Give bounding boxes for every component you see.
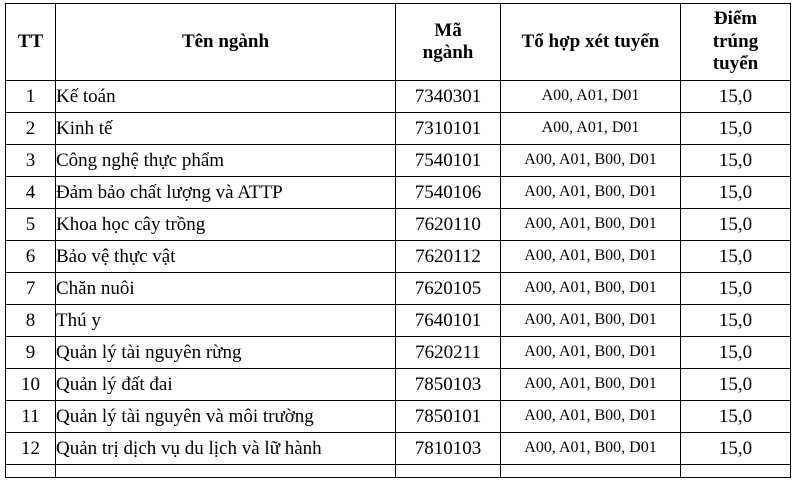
table-row (6, 113, 791, 145)
column-header-major-code-line1: Mã (434, 19, 462, 41)
cell-major-code (396, 465, 501, 478)
cell-combination: A00, A01, B00, D01 (501, 241, 681, 273)
cell-tt: 11 (6, 401, 56, 433)
cell-major-name: Kế toán (56, 81, 396, 113)
column-header-major-code (396, 4, 501, 81)
table-row (6, 209, 791, 241)
cell-major-name: Quản lý tài nguyên và môi trường (56, 401, 396, 433)
cell-score: 15,0 (681, 401, 791, 433)
cell-combination: A00, A01, B00, D01 (501, 145, 681, 177)
cell-combination: A00, A01, B00, D01 (501, 209, 681, 241)
cell-combination: A00, A01, B00, D01 (501, 305, 681, 337)
cell-major-code: 7620211 (396, 337, 501, 369)
cell-major-name (56, 465, 396, 478)
column-header-score-line2: trúng (712, 30, 759, 52)
table-row (6, 177, 791, 209)
cell-score: 15,0 (681, 337, 791, 369)
cell-tt: 5 (6, 209, 56, 241)
cell-major-name: Đảm bảo chất lượng và ATTP (56, 177, 396, 209)
table-row (6, 145, 791, 177)
table-row (6, 81, 791, 113)
cell-major-code: 7310101 (396, 113, 501, 145)
cell-major-name: Bảo vệ thực vật (56, 241, 396, 273)
cell-score: 15,0 (681, 81, 791, 113)
cell-score: 15,0 (681, 145, 791, 177)
document-page (0, 3, 795, 480)
cell-major-name: Khoa học cây trồng (56, 209, 396, 241)
column-header-score-line3: tuyển (712, 53, 759, 75)
table-row (6, 305, 791, 337)
cell-score: 15,0 (681, 113, 791, 145)
cell-score: 15,0 (681, 209, 791, 241)
cell-major-code: 7540101 (396, 145, 501, 177)
cell-score (681, 465, 791, 478)
cell-combination: A00, A01, B00, D01 (501, 337, 681, 369)
cell-major-name: Kinh tế (56, 113, 396, 145)
column-header-tt: TT (6, 4, 56, 81)
table-row (6, 241, 791, 273)
cell-major-name: Quản lý đất đai (56, 369, 396, 401)
cell-major-code: 7810103 (396, 433, 501, 465)
cell-tt: 4 (6, 177, 56, 209)
cell-tt: 7 (6, 273, 56, 305)
cell-score: 15,0 (681, 241, 791, 273)
table-row (6, 433, 791, 465)
cell-combination: A00, A01, B00, D01 (501, 433, 681, 465)
table-row (6, 337, 791, 369)
cell-combination: A00, A01, D01 (501, 81, 681, 113)
table-header (6, 4, 791, 81)
cell-combination (501, 465, 681, 478)
cell-score: 15,0 (681, 177, 791, 209)
cell-major-code: 7340301 (396, 81, 501, 113)
cell-major-code: 7850103 (396, 369, 501, 401)
cell-tt: 9 (6, 337, 56, 369)
table-row (6, 273, 791, 305)
cell-major-code: 7620112 (396, 241, 501, 273)
cell-tt: 12 (6, 433, 56, 465)
table-row (6, 369, 791, 401)
cell-major-code: 7850101 (396, 401, 501, 433)
cell-major-code: 7620105 (396, 273, 501, 305)
cell-major-code: 7620110 (396, 209, 501, 241)
column-header-combination: Tổ hợp xét tuyển (501, 4, 681, 81)
table-row (6, 401, 791, 433)
cell-combination: A00, A01, D01 (501, 113, 681, 145)
cell-combination: A00, A01, B00, D01 (501, 177, 681, 209)
column-header-score-line1: Điểm (713, 8, 758, 30)
cell-major-code: 7640101 (396, 305, 501, 337)
cell-combination: A00, A01, B00, D01 (501, 369, 681, 401)
cell-major-name: Công nghệ thực phẩm (56, 145, 396, 177)
table-row-clipped (6, 465, 791, 478)
column-header-major-code-line2: ngành (422, 42, 474, 63)
cell-combination: A00, A01, B00, D01 (501, 273, 681, 305)
table-body (6, 81, 791, 478)
cell-major-name: Quản lý tài nguyên rừng (56, 337, 396, 369)
admission-score-table (5, 3, 791, 478)
cell-tt: 10 (6, 369, 56, 401)
cell-major-code: 7540106 (396, 177, 501, 209)
column-header-score (681, 4, 791, 81)
cell-tt: 3 (6, 145, 56, 177)
cell-tt: 8 (6, 305, 56, 337)
cell-combination: A00, A01, B00, D01 (501, 401, 681, 433)
cell-tt (6, 465, 56, 478)
cell-tt: 1 (6, 81, 56, 113)
cell-score: 15,0 (681, 273, 791, 305)
cell-score: 15,0 (681, 369, 791, 401)
cell-score: 15,0 (681, 433, 791, 465)
cell-major-name: Thú y (56, 305, 396, 337)
table-header-row (6, 4, 791, 81)
column-header-major-name: Tên ngành (56, 4, 396, 81)
cell-tt: 6 (6, 241, 56, 273)
cell-tt: 2 (6, 113, 56, 145)
cell-major-name: Quản trị dịch vụ du lịch và lữ hành (56, 433, 396, 465)
cell-major-name: Chăn nuôi (56, 273, 396, 305)
cell-score: 15,0 (681, 305, 791, 337)
